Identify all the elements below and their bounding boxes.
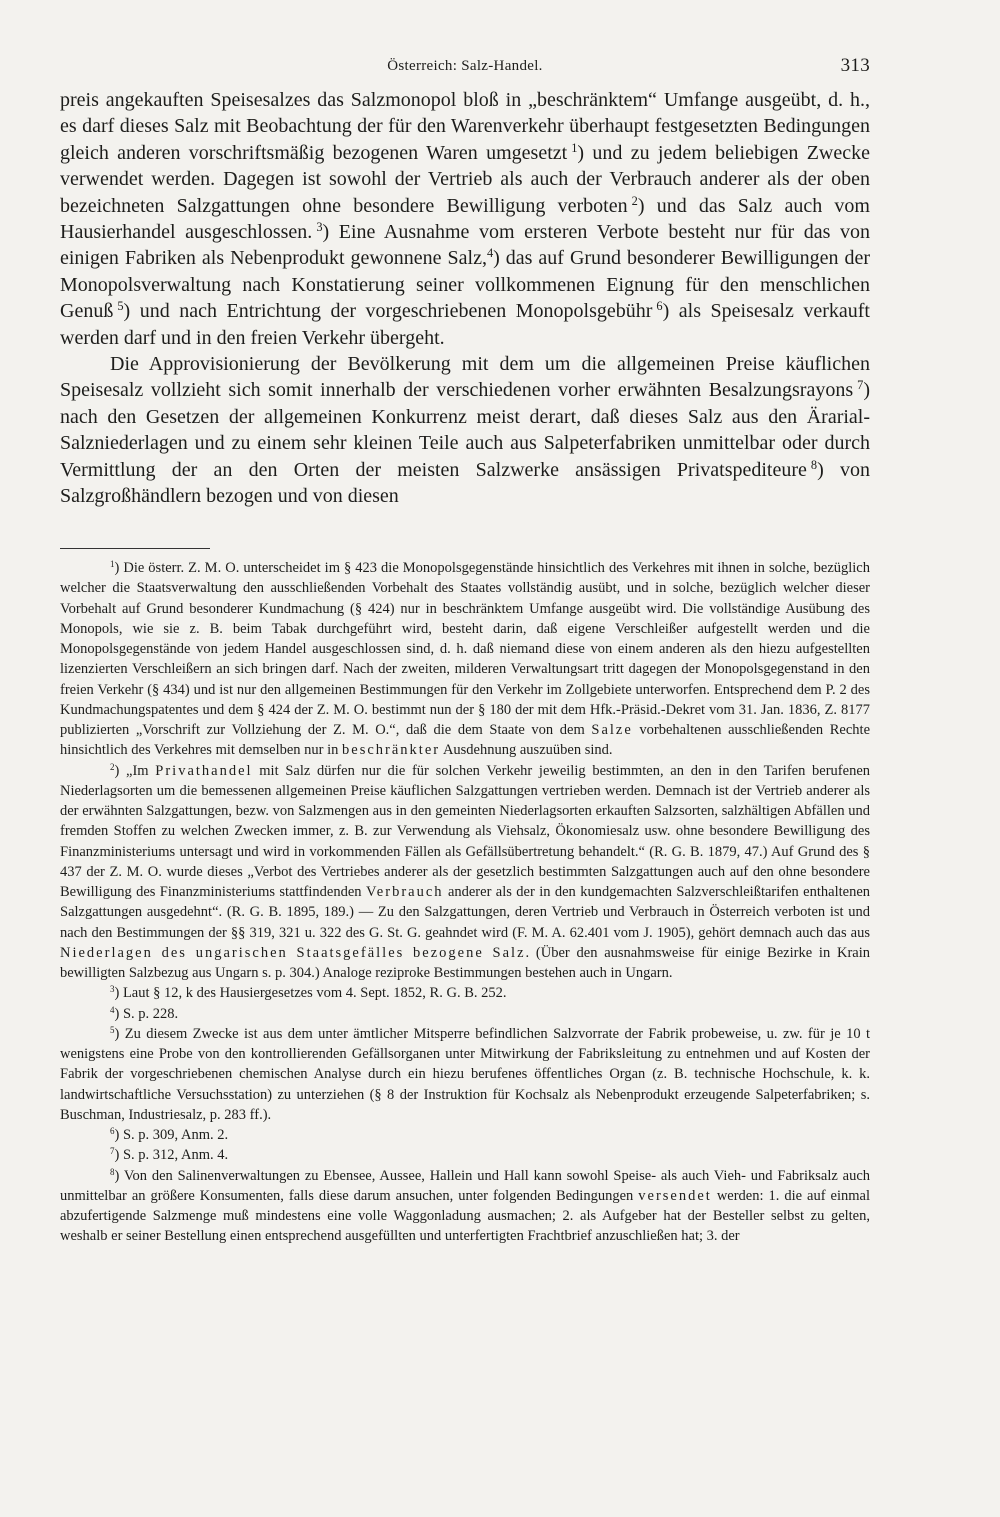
page-number: 313: [840, 55, 870, 76]
footnote-ref: 5: [117, 299, 124, 314]
footnote-1: $^1$) Die österr. Z. M. O. unterscheidet im § 423 die Monopolsgegenstände hinsichtlich des Verkehres mit ihnen in solche, bezüglich welcher die Staatsverwaltung den ausschließenden Vorbehalt des Staates vollständig ausübt, und in solche, bezüglich welcher dieser Vorbehalt auf Grund besonderer Kundmachung (§ 424) nur in beschränktem Umfange ausgeübt wird. Die vollständige Ausübung des Monopols, wie sie z. B. beim Tabak durchgeführt wird, besteht darin, daß eigene Verschleißer aufgestellt werden und die Monopolsgegenstände von jedem Handel ausgeschlossen sind, d. h. daß niemand diese von einem anderen als den hiezu aufgestellten lizenzierten Verschleißern an sich bringen darf. Nach der zweiten, milderen Verwaltungsart tritt dagegen der Monopolsgegenstand in den freien Verkehr (§ 434) und ist nur den allgemeinen Bestimmungen für den Verkehr im Zollgebiete unterworfen. Entsprechend dem P. 2 des Kundmachungspatentes und dem § 424 der Z. M. O. bestimmt nun der § 180 der mit dem Hfk.-Präsid.-Dekret vom 31. Jan. 1836, Z. 8177 publizierten „Vorschrift zur Vollziehung der Z. M. O.“, daß die dem Staate von dem Salze vorbehaltenen ausschließenden Rechte hinsichtlich des Verkehres mit demselben nur in beschränkter Ausdehnung auszuüben sind.: [60, 559, 871, 759]
footnote-ref: 8: [810, 457, 818, 472]
footnote-ref: 2: [631, 193, 638, 208]
footnote-2: $^2$) „Im Privathandel mit Salz dürfen nur die für solchen Verkehr jeweilig bestimmten, an den in den Tarifen berufenen Niederlagsorten um die bemessenen allgemeinen Preise käuflichen Salzgattungen vertrieben werden. Demnach ist der Vertrieb anderer als der erwähnten Salzgattungen, bezw. von Salzmengen aus in den gemeinten Niederlagsorten erkauften Salzsorten, salzhältigen Abfällen und fremden Stoffen zu welchen Zwecken immer, z. B. zur Verwendung als Viehsalz, Ökonomiesalz usw. ohne besondere Bewilligung des Finanzministeriums untersagt und wird in vorkommenden Fällen als Gefällsübertretung behandelt.“ (R. G. B. 1879, 47.) Auf Grund des § 437 der Z. M. O. wurde dieses „Verbot des Vertriebes anderer als der gesetzlich bestimmten Salzgattungen auch auf den ohne besondere Bewilligung des Finanzministeriums stattfindenden Verbrauch anderer als der in den kundgemachten Salzverschleißtarifen enthaltenen Salzgattungen ausgedehnt“. (R. G. B. 1895, 189.) — Zu den Salzgattungen, deren Vertrieb und Verbrauch in Österreich verboten ist und nach den Bestimmungen der §§ 319, 321 u. 322 des G. St. G. geahndet wird (F. M. A. 62.401 vom J. 1905), gehört demnach auch das aus Niederlagen des ungarischen Staatsgefälles bezogene Salz. (Über den ausnahmsweise für einige Bezirke in Krain bewilligten Salzbezug aus Ungarn s. p. 304.) Analoge reziproke Bestimmungen bestehen auch in Ungarn.: [60, 761, 871, 981]
footnote-3: $^3$) Laut § 12, k des Hausiergesetzes vom 4. Sept. 1852, R. G. B. 252.: [110, 984, 507, 1002]
footnote-ref: 1: [571, 141, 578, 155]
footnote-7: $^7$) S. p. 312, Anm. 4.: [110, 1146, 229, 1164]
footnote-ref: 6: [656, 299, 663, 314]
footnote-4: $^4$) S. p. 228.: [110, 1004, 179, 1022]
footnote-divider: [60, 548, 210, 549]
footnote-8: $^8$) Von den Salinenverwaltungen zu Ebensee, Aussee, Hallein und Hall kann sowohl Speise- als auch Vieh- und Fabriksalz auch unmittelbar an größere Konsumenten, falls diese darum ansuchen, unter folgenden Bedingungen versendet werden: 1. die auf einmal abzufertigende Salzmenge muß mindestens eine volle Waggonladung ausmachen; 2. als Aufgeber hat der Besteller selbst zu gelten, weshalb er seiner Bestellung einen entsprechend ausgefüllten und unterfertigten Frachtbrief anzuschließen hat; 3. der: [60, 1166, 871, 1245]
footnotes: [60, 558, 870, 1247]
footnote-ref: 4: [486, 246, 494, 261]
footnote-ref: 7: [857, 378, 864, 393]
running-title: Österreich: Salz-Handel.: [387, 58, 543, 74]
main-text: [60, 87, 870, 510]
footnote-6: $^6$) S. p. 309, Anm. 2.: [110, 1126, 229, 1143]
footnote-5: $^5$) Zu diesem Zwecke ist aus dem unter ämtlicher Mitsperre befindlichen Salzvorrate der Fabrik probeweise, u. zw. für je 10 t wenigstens eine Probe von den kontrollierenden Gefällsorganen unter Mitwirkung der Fabriksleitung zu entnehmen und auf Kosten der Fabrik der vorgeschriebenen chemischen Analyse durch ein hiezu berufenes öffentliches Organ (z. B. technische Hochschule, k. k. landwirtschaftliche Versuchsstation) zu unterziehen (§ 8 der Instruktion für Kochsalz als Nebenprodukt erzeugende Salpeterfabriken; s. Buschman, Industriesalz, p. 283 ff.).: [60, 1024, 870, 1123]
paragraph-2: Die Approvisionierung der Bevölkerung mit dem um die allgemeinen Preise käuflichen Speisesalz vollzieht sich somit innerhalb der verschiedenen vorher erwähnten Besalzungsrayons $^7$) nach den Gesetzen der allgemeinen Konkurrenz meist derart, daß dieses Salz aus den Ärarial-Salzniederlagen und zu einem sehr kleinen Teile auch aus Salpeterfabriken unmittelbar oder durch Vermittlung der an den Orten der meisten Salzwerke ansässigen Privatspediteure $^8$) von Salzgroßhändlern bezogen und von diesen: [60, 353, 870, 508]
paragraph-1: preis angekauften Speisesalzes das Salzmonopol bloß in „beschränktem“ Umfange ausgeübt, d. h., es darf dieses Salz mit Beobachtung der für den Warenverkehr überhaupt festgesetzten Bedingungen gleich anderen vorschriftsmäßig bezogenen Waren umgesetzt $^1$) und zu jedem beliebigen Zwecke verwendet werden. Dagegen ist sowohl der Vertrieb als auch der Verbrauch anderer als der oben bezeichneten Salzgattungen ohne besondere Bewilligung verboten $^2$) und das Salz auch vom Hausierhandel ausgeschlossen. $^3$) Eine Ausnahme vom ersteren Verbote besteht nur für das von einigen Fabriken als Nebenprodukt gewonnene Salz,$^4$) das auf Grund besonderer Bewilligungen der Monopolsverwaltung nach Konstatierung seiner vollkommenen Eignung für den menschlichen Genuß $^5$) und nach Entrichtung der vorgeschriebenen Monopolsgebühr $^6$) als Speisesalz verkauft werden darf und in den freien Verkehr übergeht.: [60, 89, 871, 349]
footnote-ref: 3: [316, 220, 323, 235]
